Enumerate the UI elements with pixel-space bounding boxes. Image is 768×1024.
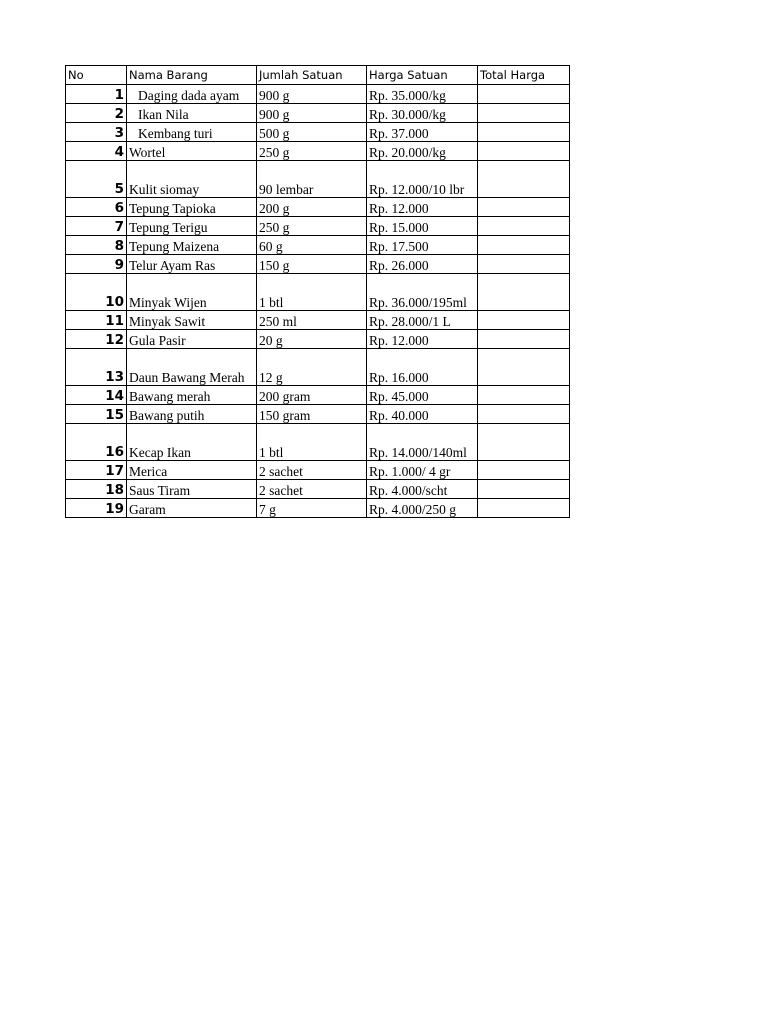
cell-total [478, 311, 570, 330]
cell-no: 13 [66, 349, 127, 386]
header-nama-barang: Nama Barang [127, 66, 257, 85]
table-row [66, 480, 570, 499]
cell-price: Rp. 35.000/kg [367, 85, 478, 104]
cell-no: 14 [66, 386, 127, 405]
cell-no: 15 [66, 405, 127, 424]
cell-no: 11 [66, 311, 127, 330]
cell-qty: 150 g [257, 255, 367, 274]
cell-total [478, 217, 570, 236]
table-row [66, 311, 570, 330]
cell-price: Rp. 4.000/250 g [367, 499, 478, 518]
table-row [66, 274, 570, 311]
cell-qty: 1 btl [257, 424, 367, 461]
header-jumlah-satuan: Jumlah Satuan [257, 66, 367, 85]
price-table [65, 65, 570, 518]
cell-name: Tepung Tapioka [127, 198, 257, 217]
cell-qty: 200 g [257, 198, 367, 217]
cell-name [127, 104, 257, 123]
cell-total [478, 461, 570, 480]
cell-qty: 90 lembar [257, 161, 367, 198]
table-row [66, 217, 570, 236]
cell-total [478, 424, 570, 461]
cell-total [478, 499, 570, 518]
cell-total [478, 123, 570, 142]
cell-no: 2 [66, 104, 127, 123]
cell-name [127, 85, 257, 104]
cell-name: Telur Ayam Ras [127, 255, 257, 274]
cell-qty: 900 g [257, 85, 367, 104]
cell-total [478, 161, 570, 198]
cell-price: Rp. 37.000 [367, 123, 478, 142]
cell-qty: 900 g [257, 104, 367, 123]
cell-no: 17 [66, 461, 127, 480]
cell-name: Tepung Maizena [127, 236, 257, 255]
cell-total [478, 405, 570, 424]
table-row [66, 499, 570, 518]
cell-price: Rp. 4.000/scht [367, 480, 478, 499]
cell-total [478, 85, 570, 104]
cell-name: Bawang merah [127, 386, 257, 405]
cell-price: Rp. 40.000 [367, 405, 478, 424]
cell-name: Minyak Sawit [127, 311, 257, 330]
cell-name: Wortel [127, 142, 257, 161]
cell-name-text: Daging dada ayam [138, 88, 240, 103]
table-row [66, 198, 570, 217]
table-row [66, 123, 570, 142]
cell-price: Rp. 12.000 [367, 330, 478, 349]
cell-no: 8 [66, 236, 127, 255]
table-row [66, 104, 570, 123]
cell-qty: 12 g [257, 349, 367, 386]
cell-total [478, 330, 570, 349]
table-row [66, 255, 570, 274]
cell-name: Bawang putih [127, 405, 257, 424]
cell-name: Tepung Terigu [127, 217, 257, 236]
table-row [66, 386, 570, 405]
cell-total [478, 386, 570, 405]
table-row [66, 349, 570, 386]
cell-no: 5 [66, 161, 127, 198]
table-row [66, 330, 570, 349]
cell-no: 6 [66, 198, 127, 217]
cell-qty: 200 gram [257, 386, 367, 405]
cell-qty: 250 ml [257, 311, 367, 330]
cell-qty: 250 g [257, 217, 367, 236]
cell-qty: 60 g [257, 236, 367, 255]
cell-name: Daun Bawang Merah [127, 349, 257, 386]
cell-total [478, 349, 570, 386]
cell-price: Rp. 17.500 [367, 236, 478, 255]
cell-qty: 7 g [257, 499, 367, 518]
cell-name: Kecap Ikan [127, 424, 257, 461]
cell-price: Rp. 28.000/1 L [367, 311, 478, 330]
table-row [66, 424, 570, 461]
cell-price: Rp. 15.000 [367, 217, 478, 236]
table-row [66, 236, 570, 255]
cell-no: 9 [66, 255, 127, 274]
cell-name: Merica [127, 461, 257, 480]
cell-qty: 500 g [257, 123, 367, 142]
cell-no: 12 [66, 330, 127, 349]
table-row [66, 85, 570, 104]
cell-no: 7 [66, 217, 127, 236]
table-row [66, 161, 570, 198]
cell-no: 3 [66, 123, 127, 142]
cell-no: 10 [66, 274, 127, 311]
cell-price: Rp. 20.000/kg [367, 142, 478, 161]
cell-no: 4 [66, 142, 127, 161]
table-row [66, 142, 570, 161]
cell-name: Minyak Wijen [127, 274, 257, 311]
cell-price: Rp. 14.000/140ml [367, 424, 478, 461]
cell-no: 1 [66, 85, 127, 104]
cell-total [478, 255, 570, 274]
cell-name [127, 123, 257, 142]
header-no: No [66, 66, 127, 85]
cell-price: Rp. 16.000 [367, 349, 478, 386]
cell-no: 19 [66, 499, 127, 518]
cell-total [478, 104, 570, 123]
header-harga-satuan: Harga Satuan [367, 66, 478, 85]
cell-price: Rp. 26.000 [367, 255, 478, 274]
cell-price: Rp. 30.000/kg [367, 104, 478, 123]
cell-name: Kulit siomay [127, 161, 257, 198]
cell-qty: 20 g [257, 330, 367, 349]
cell-name: Garam [127, 499, 257, 518]
cell-no: 18 [66, 480, 127, 499]
cell-name-text: Ikan Nila [138, 107, 189, 122]
cell-qty: 2 sachet [257, 480, 367, 499]
cell-qty: 150 gram [257, 405, 367, 424]
cell-total [478, 480, 570, 499]
cell-total [478, 198, 570, 217]
cell-total [478, 236, 570, 255]
cell-qty: 2 sachet [257, 461, 367, 480]
cell-price: Rp. 1.000/ 4 gr [367, 461, 478, 480]
table-row [66, 405, 570, 424]
cell-total [478, 274, 570, 311]
cell-price: Rp. 12.000 [367, 198, 478, 217]
cell-no: 16 [66, 424, 127, 461]
cell-total [478, 142, 570, 161]
header-total-harga: Total Harga [478, 66, 570, 85]
cell-name: Gula Pasir [127, 330, 257, 349]
cell-name-text: Kembang turi [138, 126, 213, 141]
cell-price: Rp. 45.000 [367, 386, 478, 405]
header-row [66, 66, 570, 85]
table-row [66, 461, 570, 480]
cell-price: Rp. 12.000/10 lbr [367, 161, 478, 198]
cell-qty: 250 g [257, 142, 367, 161]
cell-price: Rp. 36.000/195ml [367, 274, 478, 311]
cell-qty: 1 btl [257, 274, 367, 311]
cell-name: Saus Tiram [127, 480, 257, 499]
